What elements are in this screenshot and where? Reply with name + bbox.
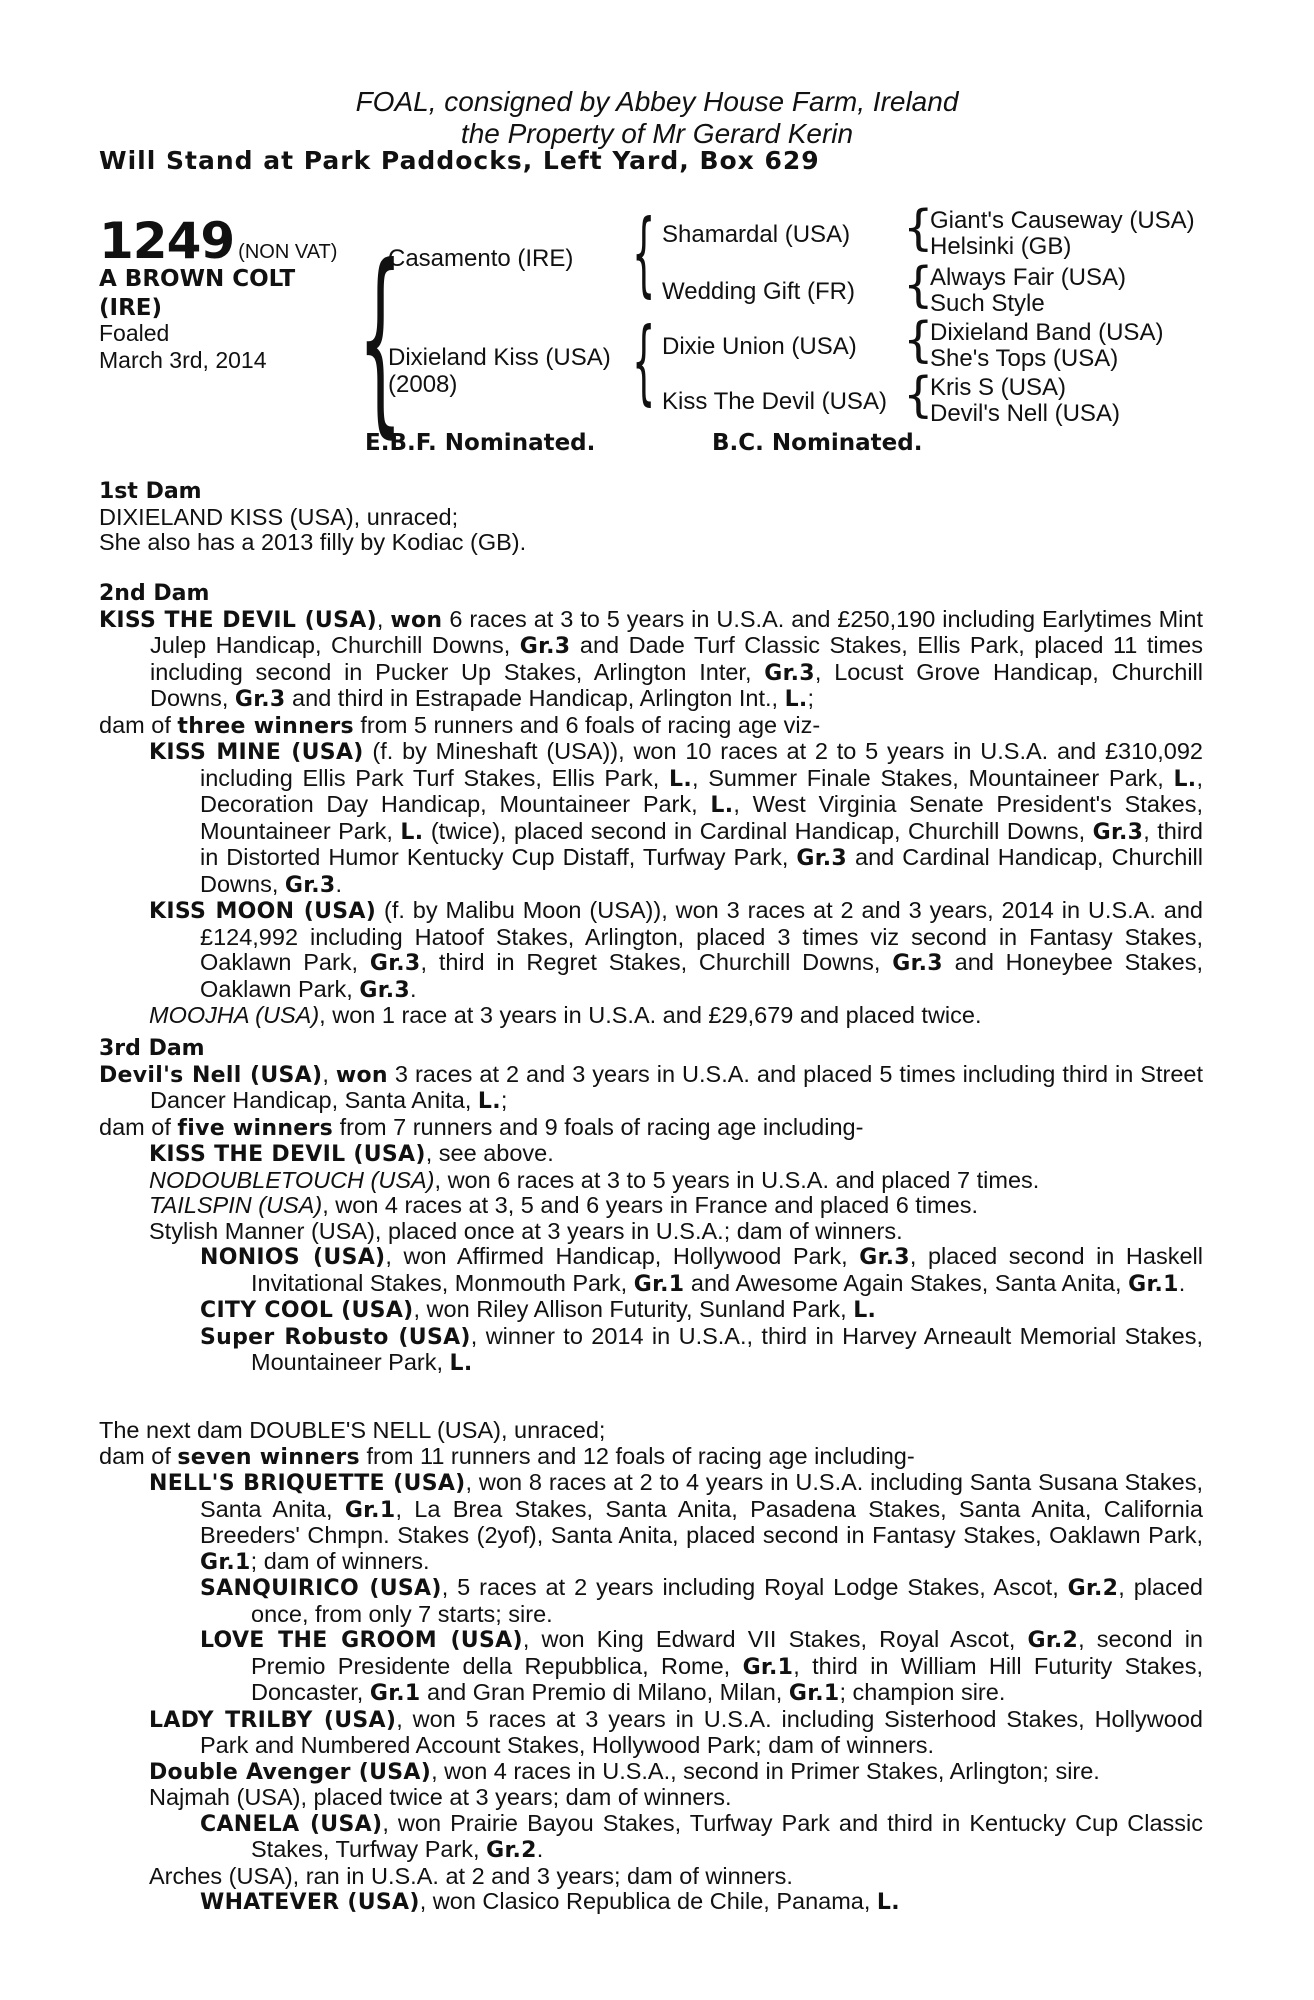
produce-entry: KISS MOON (USA) (f. by Malibu Moon (USA)), won 3 races at 2 and 3 years, 2014 in U.S.A. and £124,992 including Hatoof Stakes, Arlington, placed 3 times viz second in Fantasy Stakes, Oaklawn Park, Gr.3, third in Regret Stakes, Churchill Downs, Gr.3 and Honeybee Stakes, Oaklawn Park, Gr.3. [149,897,1203,1003]
produce-entry: NODOUBLETOUCH (USA), won 6 races at 3 to 5 years in U.S.A. and placed 7 times. [149,1166,1040,1193]
produce-entry: TAILSPIN (USA), won 4 races at 3, 5 and 6 years in France and placed 6 times. [149,1192,978,1218]
bracket-g4: { [903,367,934,423]
granddam-3: She's Tops (USA) [930,345,1119,372]
sire-dam: Wedding Gift (FR) [662,278,855,305]
vat-status: (NON VAT) [238,241,338,263]
granddam-4: Devil's Nell (USA) [930,400,1120,427]
lot-number: 1249 [99,212,235,270]
grandproduce-entry: LOVE THE GROOM (USA), won King Edward VII Stakes, Royal Ascot, Gr.2, second in Premio Presidente della Repubblica, Rome, Gr.1, third in William Hill Futurity Stakes, Doncaster, Gr.1 and Gran Premio di Milano, Milan, Gr.1; champion sire. [200,1626,1204,1706]
foaled-label: Foaled [99,320,170,346]
produce-summary: dam of three winners from 5 runners and 6 foals of racing age viz- [99,711,821,739]
produce-entry: NELL'S BRIQUETTE (USA), won 8 races at 2 to 4 years in U.S.A. including Santa Susana Stakes, Santa Anita, Gr.1, La Brea Stakes, Santa Anita, Pasadena Stakes, Santa Anita, California Breeders' Chmpn. Stakes (2yof), Santa Anita, placed second in Fantasy Stakes, Oaklawn Park, Gr.1; dam of winners. [149,1469,1204,1575]
bracket-g2: { [903,257,934,313]
grandproduce-entry: NONIOS (USA), won Affirmed Handicap, Hollywood Park, Gr.3, placed second in Haskell Invitational Stakes, Monmouth Park, Gr.1 and Awesome Again Stakes, Santa Anita, Gr.1. [200,1243,1203,1297]
section-heading: 1st Dam [99,479,202,504]
dam-dam: Kiss The Devil (USA) [662,388,887,415]
produce-entry: Double Avenger (USA), won 4 races in U.S.A., second in Primer Stakes, Arlington; sire. [149,1757,1100,1785]
grandproduce-entry: Super Robusto (USA), winner to 2014 in U.S.A., third in Harvey Arneault Memorial Stakes, Mountaineer Park, L. [200,1322,1203,1376]
second-dam-section [99,581,1203,1029]
grandsire-1: Giant's Causeway (USA) [930,207,1195,234]
produce-entry: Najmah (USA), placed twice at 3 years; dam of winners. [149,1784,732,1810]
grandsire-2: Always Fair (USA) [930,264,1127,291]
sire: Casamento (IRE) [388,245,574,272]
ebf-nomination: E.B.F. Nominated. [365,430,596,456]
foaling-info [99,320,266,374]
stand-location: Will Stand at Park Paddocks, Left Yard, Box 629 [99,146,820,175]
colt-description: A BROWN COLT [99,266,296,292]
grandsire-4: Kris S (USA) [930,374,1067,401]
section-heading: 3rd Dam [99,1036,205,1061]
produce-entry: LADY TRILBY (USA), won 5 races at 3 years in U.S.A. including Sisterhood Stakes, Hollywood Park and Numbered Account Stakes, Hollywood Park; dam of winners. [149,1705,1203,1758]
property-line: the Property of Mr Gerard Kerin [460,118,854,149]
produce-entry: KISS MINE (USA) (f. by Mineshaft (USA)), won 10 races at 2 to 5 years in U.S.A. and £310,092 including Ellis Park Turf Stakes, Ellis Park, L., Summer Finale Stakes, Mountaineer Park, L., Decoration Day Handicap, Mountaineer Park, L., West Virginia Senate President's Stakes, Mountaineer Park, L. (twice), placed second in Cardinal Handicap, Churchill Downs, Gr.3, third in Distorted Humor Kentucky Cup Distaff, Turfway Park, Gr.3 and Cardinal Handicap, Churchill Downs, Gr.3. [149,738,1203,898]
produce-entry: KISS THE DEVIL (USA), see above. [149,1140,554,1167]
lot-description [99,265,295,323]
produce-entry: Arches (USA), ran in U.S.A. at 2 and 3 years; dam of winners. [149,1862,793,1889]
foaled-date: March 3rd, 2014 [99,347,267,373]
dam: Dixieland Kiss (USA) [388,344,611,371]
produce-entry: Stylish Manner (USA), placed once at 3 years in U.S.A.; dam of winners. [149,1217,903,1244]
grandproduce-entry: CITY COOL (USA), won Riley Allison Futurity, Sunland Park, L. [200,1296,877,1323]
colt-origin: (IRE) [99,295,163,321]
third-dam-section [99,1036,1203,1377]
grandsire-3: Dixieland Band (USA) [930,319,1164,346]
dam-record: The next dam DOUBLE'S NELL (USA), unraced; [99,1417,606,1443]
granddam-1: Helsinki (GB) [930,233,1072,260]
dam-line: DIXIELAND KISS (USA), unraced; [99,503,459,530]
produce-entry: MOOJHA (USA), won 1 race at 3 years in U.S.A. and £29,679 and placed twice. [149,1002,982,1028]
bc-nomination: B.C. Nominated. [712,430,923,456]
pedigree-bracket-main: { [358,223,403,456]
dam-year: (2008) [388,371,458,398]
produce-summary: dam of five winners from 7 runners and 9 foals of racing age including- [99,1113,864,1141]
granddam-2: Such Style [930,290,1045,317]
catalogue-header [0,86,1314,150]
lot-number-line [99,212,337,270]
dam-record: Devil's Nell (USA), won 3 races at 2 and 3 years in U.S.A. and placed 5 times including third in Street Dancer Handicap, Santa Anita, L.; [99,1060,1203,1114]
bracket-g3: { [903,312,934,368]
grandproduce-entry: WHATEVER (USA), won Clasico Republica de Chile, Panama, L. [200,1888,900,1915]
dam-sire: Dixie Union (USA) [662,333,857,360]
dam-note: She also has a 2013 filly by Kodiac (GB). [99,529,527,555]
dam-record: KISS THE DEVIL (USA), won 6 races at 3 to 5 years in U.S.A. and £250,190 including Earlytimes Mint Julep Handicap, Churchill Downs, Gr.3 and Dade Turf Classic Stakes, Ellis Park, placed 11 times including second in Pucker Up Stakes, Arlington Inter, Gr.3, Locust Grove Handicap, Churchill Downs, Gr.3 and third in Estrapade Handicap, Arlington Int., L.; [99,605,1203,712]
pedigree-bracket-dam: { [632,308,656,415]
consignor-line: FOAL, consigned by Abbey House Farm, Ireland [355,86,959,117]
grandproduce-entry: SANQUIRICO (USA), 5 races at 2 years including Royal Lodge Stakes, Ascot, Gr.2, placed once, from only 7 starts; sire. [200,1574,1203,1627]
grandproduce-entry: CANELA (USA), won Prairie Bayou Stakes, Turfway Park and third in Kentucky Cup Classic Stakes, Turfway Park, Gr.2. [200,1809,1203,1863]
produce-summary: dam of seven winners from 11 runners and 12 foals of racing age including- [99,1442,915,1470]
next-dam-section [99,1418,1203,1916]
pedigree-bracket-sire: { [632,200,656,307]
section-heading: 2nd Dam [99,581,210,606]
bracket-g1: { [903,200,934,256]
first-dam-section [99,479,1203,556]
sire-sire: Shamardal (USA) [662,221,851,248]
